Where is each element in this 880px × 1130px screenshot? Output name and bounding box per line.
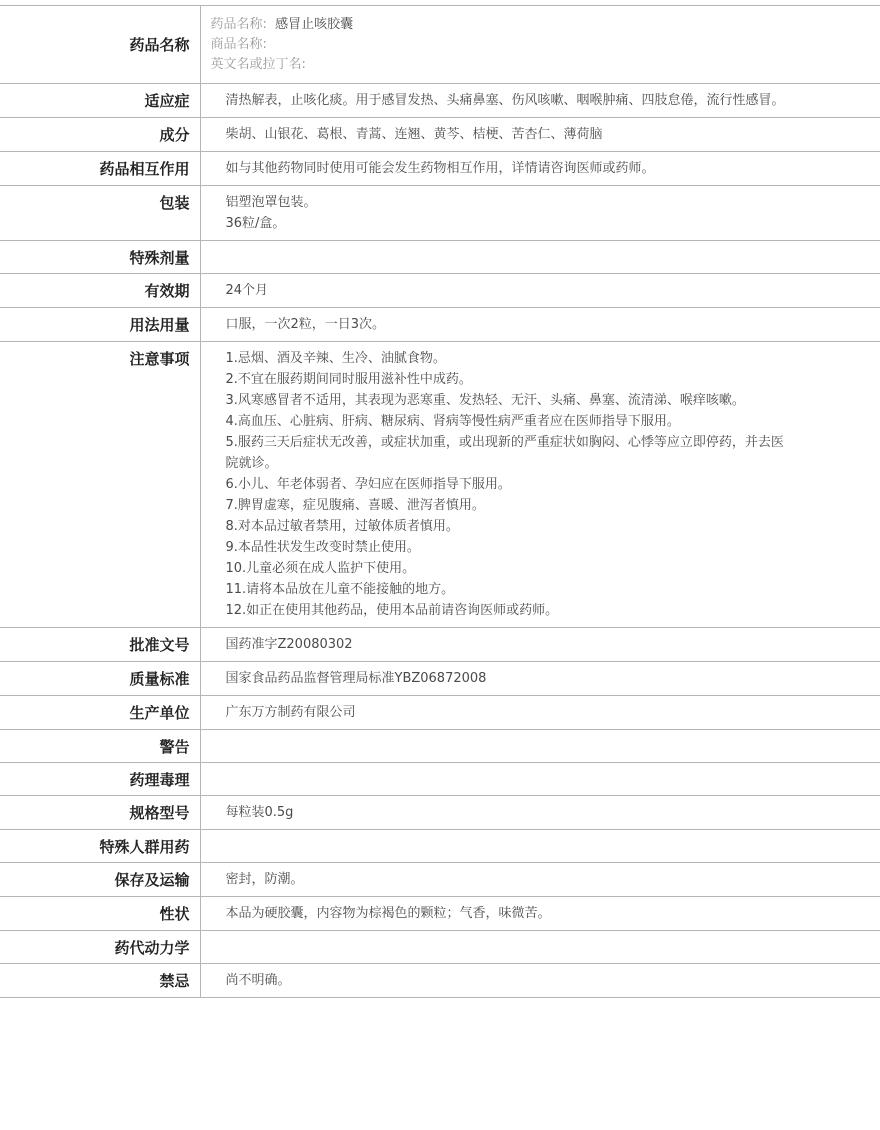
pharmacokinetics-label: 药代动力学	[0, 931, 200, 964]
special-groups-label: 特殊人群用药	[0, 830, 200, 863]
packaging-line-2: 36粒/盒。	[225, 216, 286, 231]
ingredients-value: 柴胡、山银花、葛根、青蒿、连翘、黄芩、桔梗、苦杏仁、薄荷脑	[225, 127, 603, 142]
row-specification	[0, 796, 880, 830]
row-approval	[0, 628, 880, 662]
row-packaging	[0, 186, 880, 241]
row-special-dosage	[0, 241, 880, 274]
row-indication	[0, 84, 880, 118]
row-pharmacokinetics	[0, 931, 880, 964]
precaution-item: 12.如正在使用其他药品，使用本品前请咨询医师或药师。	[225, 603, 559, 618]
precaution-item: 4.高血压、心脏病、肝病、糖尿病、肾病等慢性病严重者应在医师指导下服用。	[225, 414, 680, 429]
precautions-list	[200, 342, 880, 628]
drug-spec-table	[0, 5, 880, 998]
manufacturer-value: 广东万方制药有限公司	[225, 705, 356, 720]
generic-name-label: 药品名称:	[210, 17, 267, 32]
row-drug-name	[0, 6, 880, 84]
usage-value: 口服，一次2粒，一日3次。	[225, 317, 386, 332]
row-special-groups	[0, 830, 880, 863]
contraindications-value: 尚不明确。	[225, 973, 291, 988]
precaution-item: 3.风寒感冒者不适用，其表现为恶寒重、发热轻、无汗、头痛、鼻塞、流清涕、喉痒咳嗽。	[225, 393, 745, 408]
generic-name-value: 感冒止咳胶囊	[275, 17, 354, 32]
precaution-item: 1.忌烟、酒及辛辣、生冷、油腻食物。	[225, 351, 446, 366]
toxicology-value	[200, 763, 880, 796]
row-validity	[0, 274, 880, 308]
row-contraindications	[0, 964, 880, 998]
contraindications-label: 禁忌	[0, 964, 200, 998]
trade-name-label: 商品名称:	[210, 37, 267, 52]
usage-label: 用法用量	[0, 308, 200, 342]
precautions-label: 注意事项	[0, 342, 200, 628]
warning-label: 警告	[0, 730, 200, 763]
english-name-label: 英文名或拉丁名:	[210, 57, 306, 72]
precaution-item: 2.不宜在服药期间同时服用滋补性中成药。	[225, 372, 472, 387]
validity-value: 24个月	[225, 283, 269, 298]
row-ingredients	[0, 118, 880, 152]
standard-value: 国家食品药品监督管理局标准YBZ06872008	[225, 671, 487, 686]
precaution-item: 9.本品性状发生改变时禁止使用。	[225, 540, 420, 555]
interactions-value: 如与其他药物同时使用可能会发生药物相互作用，详情请咨询医师或药师。	[225, 161, 655, 176]
special-groups-value	[200, 830, 880, 863]
ingredients-label: 成分	[0, 118, 200, 152]
specification-value: 每粒装0.5g	[225, 805, 294, 820]
packaging-line-1: 铝塑泡罩包装。	[225, 195, 317, 210]
row-toxicology	[0, 763, 880, 796]
row-usage	[0, 308, 880, 342]
special-dosage-label: 特殊剂量	[0, 241, 200, 274]
row-interactions	[0, 152, 880, 186]
toxicology-label: 药理毒理	[0, 763, 200, 796]
validity-label: 有效期	[0, 274, 200, 308]
manufacturer-label: 生产单位	[0, 696, 200, 730]
row-precautions	[0, 342, 880, 628]
storage-value: 密封，防潮。	[225, 872, 304, 887]
precaution-item: 7.脾胃虚寒，症见腹痛、喜暖、泄泻者慎用。	[225, 498, 485, 513]
properties-value: 本品为硬胶囊，内容物为棕褐色的颗粒；气香，味微苦。	[225, 906, 551, 921]
precaution-item: 11.请将本品放在儿童不能接触的地方。	[225, 582, 455, 597]
storage-label: 保存及运输	[0, 863, 200, 897]
specification-label: 规格型号	[0, 796, 200, 830]
row-properties	[0, 897, 880, 931]
warning-value	[200, 730, 880, 763]
pharmacokinetics-value	[200, 931, 880, 964]
drug-name-value	[200, 6, 880, 84]
special-dosage-value	[200, 241, 880, 274]
approval-label: 批准文号	[0, 628, 200, 662]
standard-label: 质量标准	[0, 662, 200, 696]
row-storage	[0, 863, 880, 897]
row-standard	[0, 662, 880, 696]
precaution-item: 6.小儿、年老体弱者、孕妇应在医师指导下服用。	[225, 477, 511, 492]
indication-value: 清热解表，止咳化痰。用于感冒发热、头痛鼻塞、伤风咳嗽、咽喉肿痛、四肢怠倦，流行性感冒。	[225, 93, 785, 108]
interactions-label: 药品相互作用	[0, 152, 200, 186]
precaution-item: 8.对本品过敏者禁用，过敏体质者慎用。	[225, 519, 459, 534]
properties-label: 性状	[0, 897, 200, 931]
packaging-label: 包装	[0, 186, 200, 241]
row-manufacturer	[0, 696, 880, 730]
row-warning	[0, 730, 880, 763]
approval-value: 国药准字Z20080302	[225, 637, 353, 652]
indication-label: 适应症	[0, 84, 200, 118]
drug-name-label: 药品名称	[0, 6, 200, 84]
precaution-item: 10.儿童必须在成人监护下使用。	[225, 561, 416, 576]
precaution-item: 5.服药三天后症状无改善，或症状加重，或出现新的严重症状如胸闷、心悸等应立即停药，并去医院就诊。	[225, 435, 784, 471]
